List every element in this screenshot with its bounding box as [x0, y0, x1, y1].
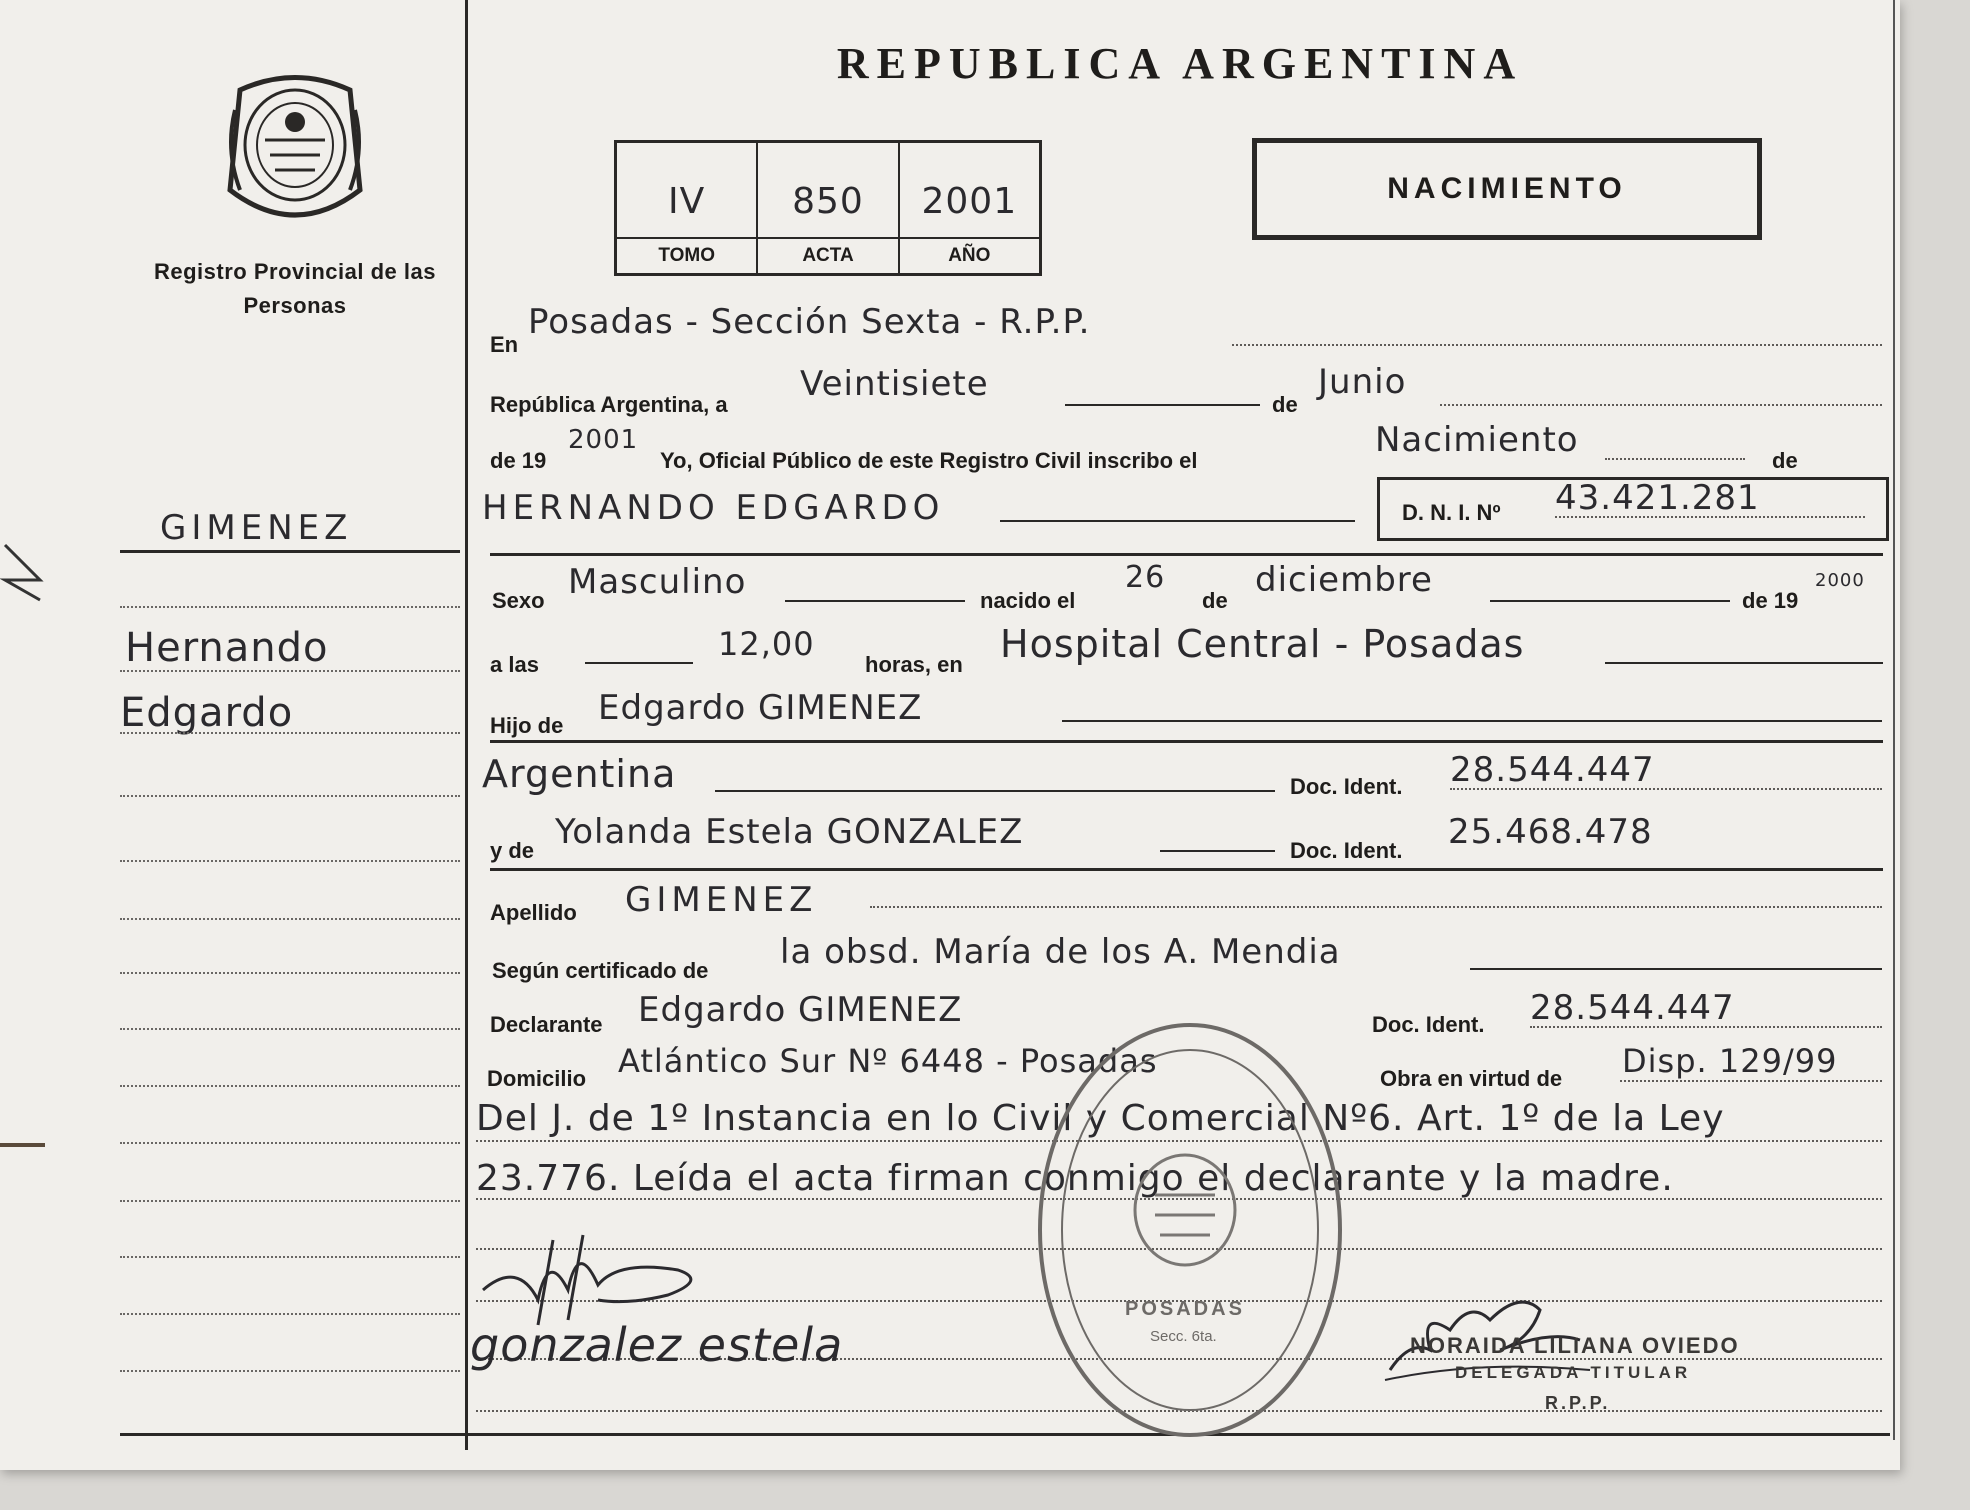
stub-first-name: Hernando [125, 625, 329, 671]
de19-label: de 19 [490, 448, 547, 473]
bottom-rule [120, 1433, 1890, 1436]
dni-value: 43.421.281 [1555, 478, 1760, 518]
stub-line [120, 732, 460, 734]
tomo-value: IV [668, 181, 706, 222]
dotted-line [1440, 404, 1882, 406]
stub-rule [120, 550, 460, 553]
rule [1490, 600, 1730, 602]
stub-line [120, 918, 460, 920]
acta-value: 850 [792, 181, 864, 222]
acta-cell [758, 143, 899, 273]
doc-label: Doc. Ident. [1290, 774, 1403, 799]
stub-surname: GIMENEZ [160, 508, 353, 548]
declarante-label: Declarante [490, 1012, 603, 1037]
father-name: Edgardo GIMENEZ [598, 688, 923, 728]
inscribo-label: Yo, Oficial Público de este Registro Civil inscribo el [660, 448, 1198, 473]
father-nationality: Argentina [482, 752, 677, 796]
de-label: de [1272, 392, 1298, 417]
official-name: NORAIDA LILIANA OVIEDO [1410, 1333, 1740, 1358]
stub-divider [465, 0, 468, 1450]
binding-mark-icon [0, 1135, 50, 1155]
birth-day: 26 [1125, 560, 1166, 595]
stub-second-name: Edgardo [120, 690, 294, 736]
en-label: En [490, 332, 519, 357]
republica-label: República Argentina, a [490, 392, 728, 417]
certificate-issuer: la obsd. María de los A. Mendia [780, 932, 1341, 972]
apellido-label: Apellido [490, 900, 577, 925]
act-type-box: NACIMIENTO [1252, 138, 1762, 240]
rule [1065, 404, 1260, 406]
ano-label: AÑO [900, 237, 1039, 273]
acta-reference-table [614, 140, 1042, 276]
dotted-line [870, 906, 1882, 908]
stub-line [120, 670, 460, 672]
de19b-label: de 19 [1742, 588, 1799, 613]
obra-label: Obra en virtud de [1380, 1066, 1563, 1091]
yde-label: y de [490, 838, 535, 863]
stub-line [120, 972, 460, 974]
stamp-section: Secc. 6ta. [1150, 1328, 1217, 1345]
rule [1470, 968, 1882, 970]
registration-month: Junio [1318, 362, 1407, 402]
declarant-name: Edgardo GIMENEZ [638, 990, 963, 1030]
horas-label: horas, en [865, 652, 963, 677]
rule [715, 790, 1275, 792]
dotted-line [1620, 1080, 1882, 1082]
legal-text-line: Del J. de 1º Instancia en lo Civil y Comercial Nº6. Art. 1º de la Ley [476, 1098, 1725, 1139]
stub-line [120, 795, 460, 797]
official-office: R.P.P. [1545, 1393, 1611, 1413]
registration-day: Veintisiete [800, 364, 989, 404]
birth-hour: 12,00 [718, 625, 815, 663]
surname-value: GIMENEZ [625, 880, 818, 920]
stub-line [120, 1200, 460, 1202]
stub-line [120, 1313, 460, 1315]
ano-cell [900, 143, 1039, 273]
place-of-registry: Posadas - Sección Sexta - R.P.P. [528, 302, 1091, 342]
dotted-line [1555, 516, 1865, 518]
rule [1160, 850, 1275, 852]
stub-line [120, 1028, 460, 1030]
hijo-label: Hijo de [490, 713, 564, 738]
stub-line [120, 860, 460, 862]
rule [1062, 720, 1882, 722]
sheet-edge [1893, 0, 1895, 1440]
dotted-line [1605, 458, 1745, 460]
tomo-cell [617, 143, 758, 273]
rule [785, 600, 965, 602]
dotted-line [1450, 788, 1882, 790]
rule [490, 740, 1883, 743]
birth-month: diciembre [1255, 560, 1433, 600]
segun-label: Según certificado de [492, 958, 709, 983]
address-value: Atlántico Sur Nº 6448 - Posadas [618, 1042, 1158, 1080]
birth-place: Hospital Central - Posadas [1000, 622, 1525, 666]
dotted-line [1530, 1026, 1882, 1028]
dni-label: D. N. I. Nº [1402, 500, 1501, 525]
rule [1605, 662, 1883, 664]
tomo-label: TOMO [617, 237, 756, 273]
rule [490, 868, 1883, 871]
authority-reference: Disp. 129/99 [1622, 1042, 1838, 1080]
stub-line [120, 1142, 460, 1144]
official-stamp-icon [1030, 1015, 1350, 1445]
act-kind: Nacimiento [1375, 420, 1579, 460]
birth-year: 2000 [1815, 570, 1865, 591]
sex-value: Masculino [568, 562, 747, 602]
stub-line [120, 1370, 460, 1372]
rule [585, 662, 693, 664]
binding-mark-icon [0, 540, 60, 620]
sexo-label: Sexo [492, 588, 545, 613]
mother-signature: gonzalez estela [470, 1318, 844, 1372]
stub-line [120, 1085, 460, 1087]
acta-label: ACTA [758, 237, 897, 273]
rule [1000, 520, 1355, 522]
official-title: DELEGADA TITULAR [1455, 1363, 1692, 1382]
father-document: 28.544.447 [1450, 750, 1655, 790]
doc-label: Doc. Ident. [1290, 838, 1403, 863]
stub-line [120, 606, 460, 608]
province-seal-icon [220, 70, 370, 230]
doc-label: Doc. Ident. [1372, 1012, 1485, 1037]
domicilio-label: Domicilio [487, 1066, 587, 1091]
registered-name: HERNANDO EDGARDO [482, 488, 945, 528]
alas-label: a las [490, 652, 539, 677]
registry-name: Registro Provincial de las Personas [154, 259, 436, 318]
de3-label: de [1202, 588, 1228, 613]
document-title: REPUBLICA ARGENTINA [836, 39, 1524, 88]
nacido-label: nacido el [980, 588, 1076, 613]
de2-label: de [1772, 448, 1798, 473]
rule [490, 553, 1883, 556]
dotted-line [1232, 344, 1882, 346]
mother-document: 25.468.478 [1448, 812, 1653, 852]
stub-line [120, 1256, 460, 1258]
mother-name: Yolanda Estela GONZALEZ [555, 812, 1024, 852]
registration-year: 2001 [568, 425, 639, 455]
declarant-document: 28.544.447 [1530, 988, 1735, 1028]
ano-value: 2001 [921, 181, 1018, 222]
legal-text-line: 23.776. Leída el acta firman conmigo el declarante y la madre. [476, 1158, 1674, 1199]
stamp-city: POSADAS [1125, 1298, 1245, 1320]
